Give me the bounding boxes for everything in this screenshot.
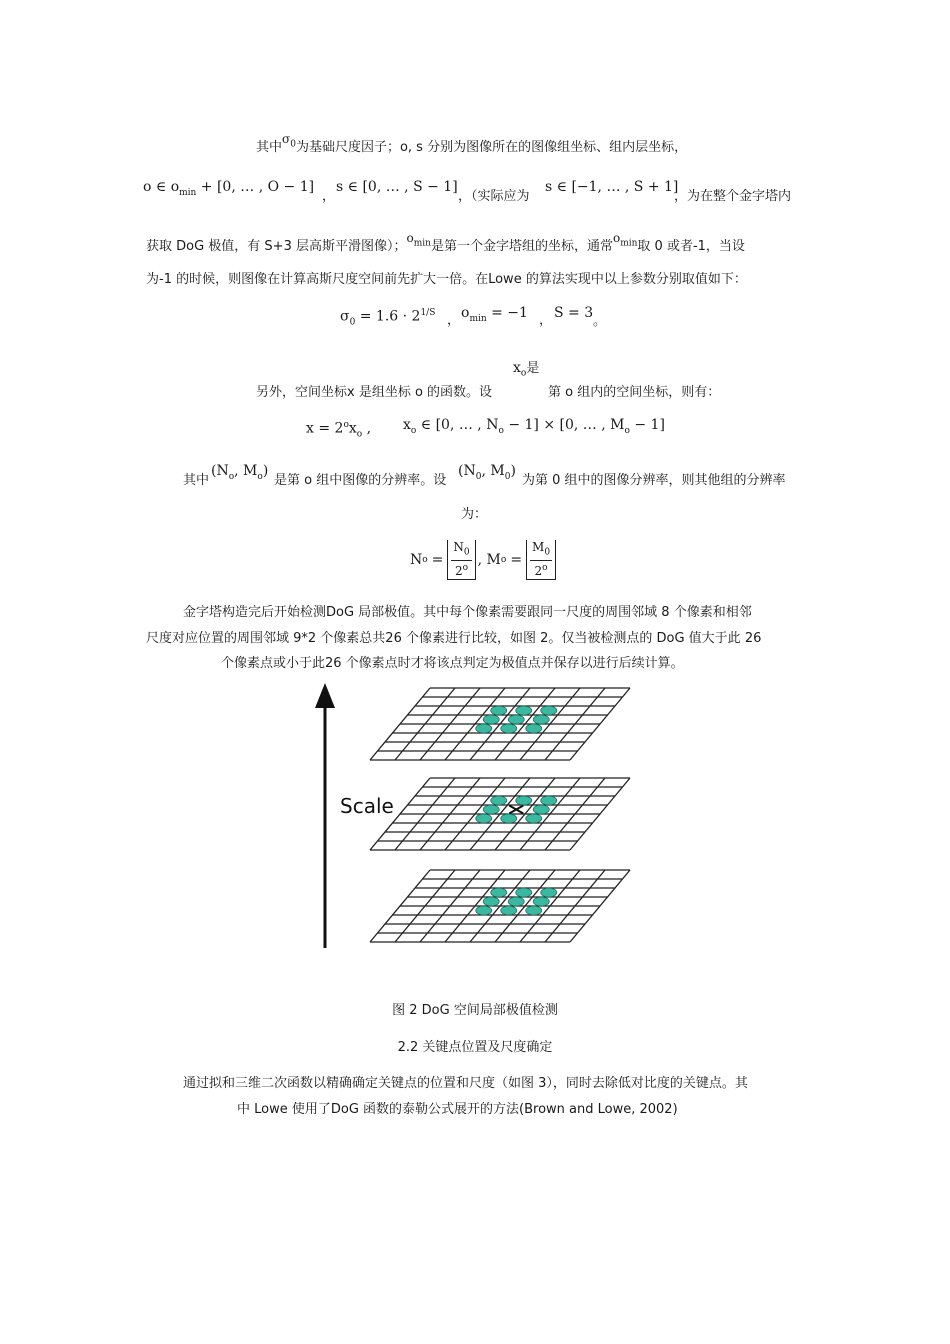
eq-resolution-floor: N o = $\frac{N_0}{2^o}$ , M o = $\frac{M_0}{2^o}$: [410, 540, 556, 580]
para-13-line-2: 中 Lowe 使用了DoG 函数的泰勒公式展开的方法(Brown and Lowe, 2002): [237, 1102, 678, 1117]
neighbor-point: [541, 706, 557, 715]
eq-S-value: S = 3: [554, 305, 594, 321]
para-12-line-1: 金字塔构造完后开始检测DoG 局部极值。其中每个像素需要跟同一尺度的周围邻域 8 个像素和相邻: [183, 605, 752, 620]
layer-bottom: [370, 870, 630, 942]
neighbor-point: [508, 897, 524, 906]
para-4: 为-1 的时候，则图像在计算高斯尺度空间前先扩大一倍。在Lowe 的算法实现中以上参数分别取值如下：: [146, 272, 747, 287]
neighbor-point: [516, 796, 532, 805]
period: 。: [593, 314, 607, 329]
neighbor-point: [476, 814, 492, 823]
neighbor-point: [508, 715, 524, 724]
neighbor-point: [491, 796, 507, 805]
text: 为：: [461, 507, 488, 522]
para-12-line-3: 个像素点或小于此26 个像素点时才将该点判定为极值点并保存以进行后续计算。: [221, 656, 684, 671]
neighbor-point: [476, 906, 492, 915]
eq-xo-range: $x_o$ ∈ [0, … , $N_o - 1] \times [0$, … , $M_o - 1$]: [403, 417, 665, 436]
xo-is: $x_o$是: [513, 360, 540, 379]
eq-N0-M0: ($N_0$, $M_0$): [458, 463, 516, 482]
para-7b: 第 o 组内的空间坐标，则有：: [548, 385, 721, 400]
text: 其中: [183, 473, 210, 488]
eq-o-range: o ∈ $o_{min} + [0$, … , O − 1]: [143, 179, 315, 198]
text: 为基础尺度因子；o, s 分别为图像所在的图像组坐标、组内层坐标，: [295, 140, 688, 155]
neighbor-point: [501, 724, 517, 733]
neighbor-point: [476, 724, 492, 733]
eq-s-actual-range: s ∈ [−1, … , S + 1]: [545, 179, 679, 195]
neighbor-point: [541, 888, 557, 897]
para-3: 获取 DoG 极值，有 S+3 层高斯平滑图像）；$o_{min}$是第一个金字塔组的坐标，通常$o_{min}$取 0 或者-1，当设: [146, 231, 745, 254]
scale-label: Scale: [340, 794, 394, 818]
para-13-line-1: 通过拟和三维二次函数以精确确定关键点的位置和尺度（如图 3），同时去除低对比度的关键点。其: [183, 1076, 748, 1091]
section-title: 2.2 关键点位置及尺度确定: [397, 1040, 553, 1055]
sigma0-symbol: $\sigma_0$: [282, 132, 296, 150]
omin-symbol-2: $o_{min}$: [612, 231, 638, 249]
eq-sigma0-value: $\sigma_0 = 1.6 \cdot 2^{1/S}$: [340, 308, 436, 328]
neighbor-point: [526, 814, 542, 823]
neighbor-point: [483, 805, 499, 814]
neighbor-point: [501, 906, 517, 915]
dog-extrema-figure: [300, 680, 640, 955]
neighbor-point: [501, 814, 517, 823]
neighbor-point: [526, 906, 542, 915]
neighbor-point: [541, 796, 557, 805]
comma: ，: [322, 189, 336, 204]
figure-caption: 图 2 DoG 空间局部极值检测: [392, 1003, 558, 1018]
comma: ，: [539, 313, 553, 328]
text: 为第 0 组中的图像分辨率，则其他组的分辨率: [522, 473, 786, 488]
neighbor-point: [483, 897, 499, 906]
eq-omin-value: $o_{min} = -1$: [461, 305, 528, 324]
text: 是第 o 组中图像的分辨率。设: [274, 473, 447, 488]
comma: ，: [447, 313, 461, 328]
neighbor-point: [533, 805, 549, 814]
eq-s-range: s ∈ [0, … , S − 1]: [336, 179, 458, 195]
neighbor-point: [491, 888, 507, 897]
scale-arrow: [315, 683, 335, 948]
neighbor-point: [483, 715, 499, 724]
omin-symbol: $o_{min}$: [406, 231, 431, 249]
sample-point-marker: [509, 806, 523, 814]
para-1: [256, 132, 688, 161]
eq-No-Mo: ($N_o$, $M_o$): [211, 463, 269, 482]
neighbor-point: [526, 724, 542, 733]
neighbor-point: [533, 715, 549, 724]
neighbor-point: [491, 706, 507, 715]
eq-x-coordinate: $x = 2^ox_o$ ,: [306, 420, 372, 440]
layer-top: [370, 688, 630, 760]
neighbor-point: [516, 706, 532, 715]
text: ，为在整个金字塔内: [674, 189, 792, 204]
scale-layers: [370, 688, 630, 942]
para-7a: 另外，空间坐标x 是组坐标 o 的函数。设: [256, 385, 493, 400]
neighbor-point: [516, 888, 532, 897]
text: 其中: [256, 140, 283, 155]
text: ，（实际应为: [458, 189, 530, 204]
neighbor-point: [533, 897, 549, 906]
para-12-line-2: 尺度对应位置的周围邻域 9*2 个像素总共26 个像素进行比较，如图 2。仅当被检测点的 DoG 值大于此 26: [146, 631, 762, 646]
layer-middle: [370, 778, 630, 850]
